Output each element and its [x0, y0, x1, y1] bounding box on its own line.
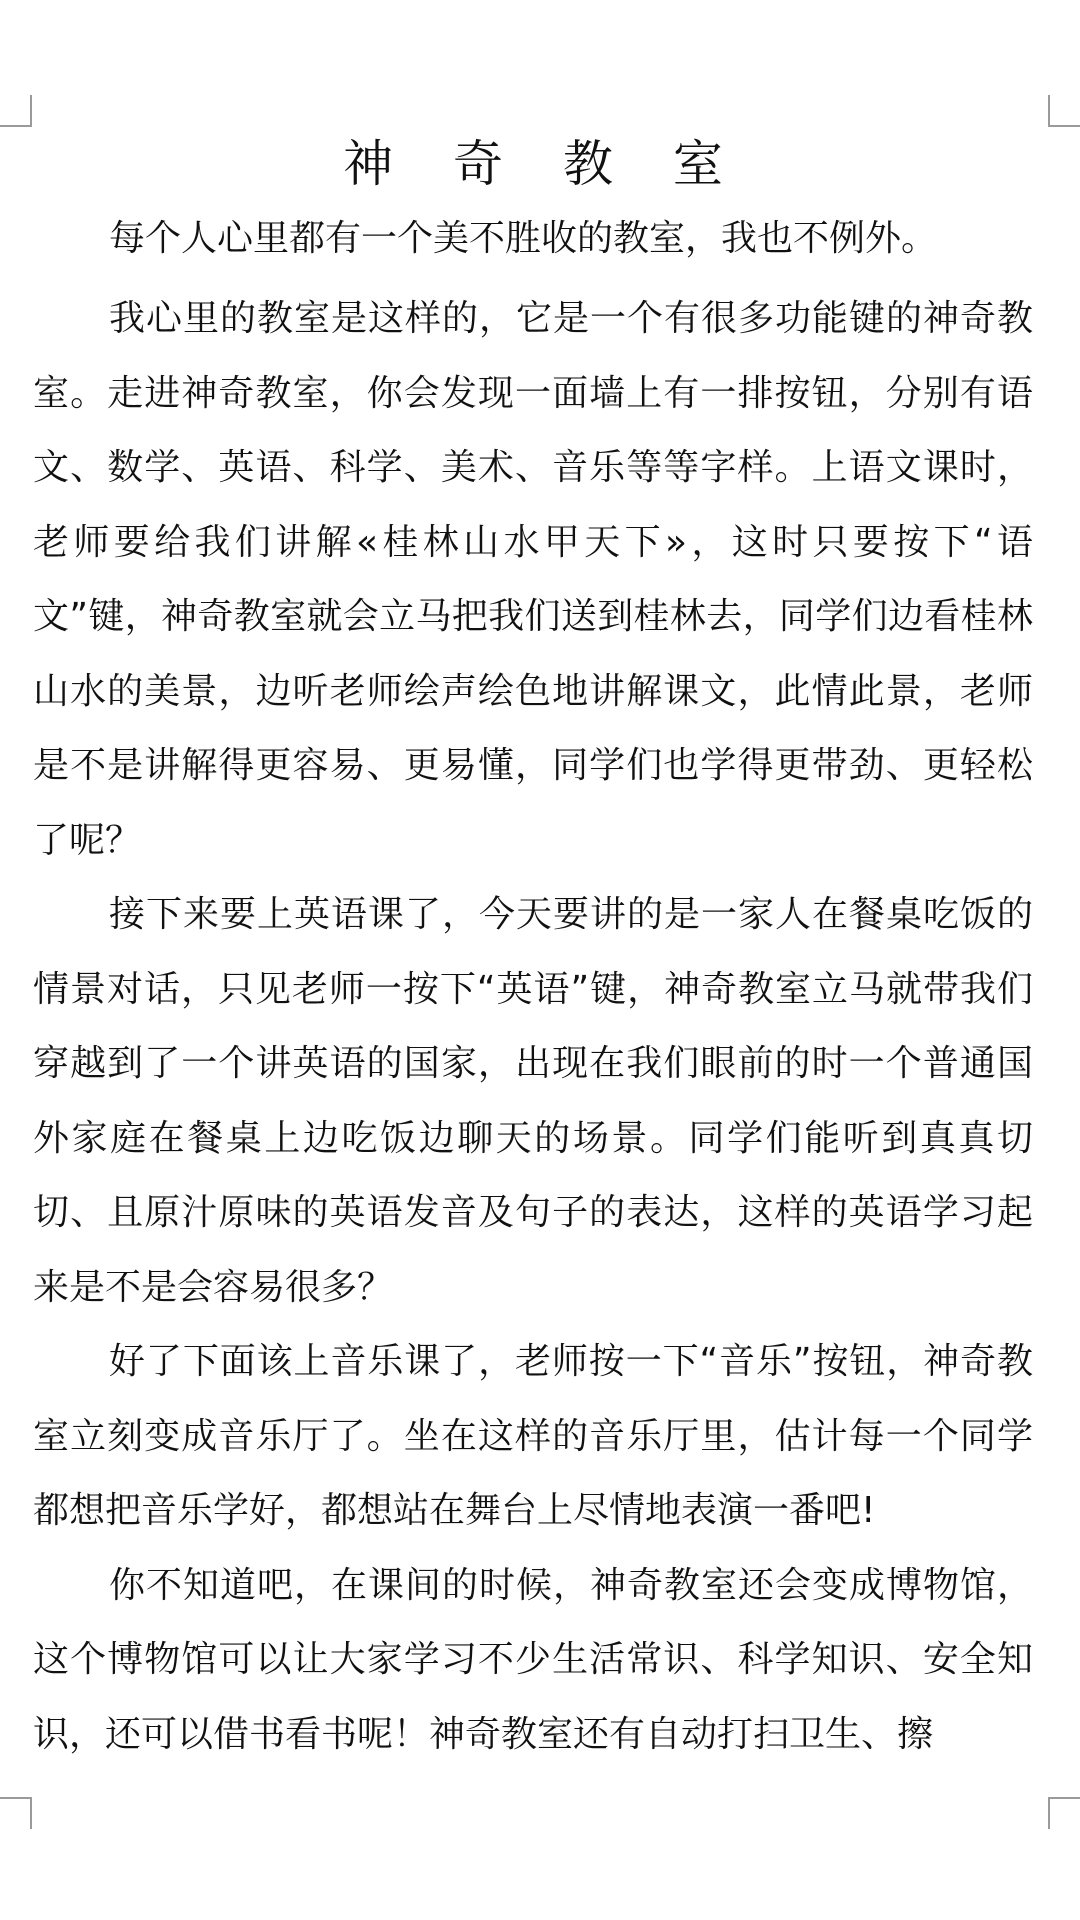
- paragraph-4: 好了下面该上音乐课了，老师按一下“音乐”按钮，神奇教室立刻变成音乐厅了。坐在这样的音乐厅里，估计每一个同学都想把音乐学好，都想站在舞台上尽情地表演一番吧!: [33, 1341, 1033, 1531]
- crop-mark-bottom-left: [0, 1797, 32, 1829]
- paragraph-3: 接下来要上英语课了，今天要讲的是一家人在餐桌吃饭的情景对话，只见老师一按下“英语”键，神奇教室立马就带我们穿越到了一个讲英语的国家，出现在我们眼前的时一个普通国外家庭在餐桌上边吃饭边聊天的场景。同学们能听到真真切切、且原汁原味的英语发音及句子的表达，这样的英语学习起来是不是会容易很多？: [33, 894, 1033, 1308]
- paragraph-5: 你不知道吧，在课间的时候，神奇教室还会变成博物馆，这个博物馆可以让大家学习不少生活常识、科学知识、安全知识，还可以借书看书呢！神奇教室还有自动打扫卫生、擦: [33, 1564, 1033, 1755]
- crop-mark-bottom-right: [1048, 1797, 1080, 1829]
- crop-mark-top-right: [1048, 95, 1080, 127]
- crop-mark-top-left: [0, 95, 32, 127]
- document-title: 神 奇 教 室: [343, 135, 745, 193]
- paragraph-1: 每个人心里都有一个美不胜收的教室，我也不例外。: [109, 218, 938, 259]
- paragraph-2: 我心里的教室是这样的，它是一个有很多功能键的神奇教室。走进神奇教室，你会发现一面墙上有一排按钮，分别有语文、数学、英语、科学、美术、音乐等等字样。上语文课时，老师要给我们讲解«桂林山水甲天下»，这时只要按下“语文”键，神奇教室就会立马把我们送到桂林去，同学们边看桂林山水的美景，边听老师绘声绘色地讲解课文，此情此景，老师是不是讲解得更容易、更易懂，同学们也学得更带劲、更轻松了呢？: [33, 298, 1033, 861]
- document-page: [33, 128, 1033, 1772]
